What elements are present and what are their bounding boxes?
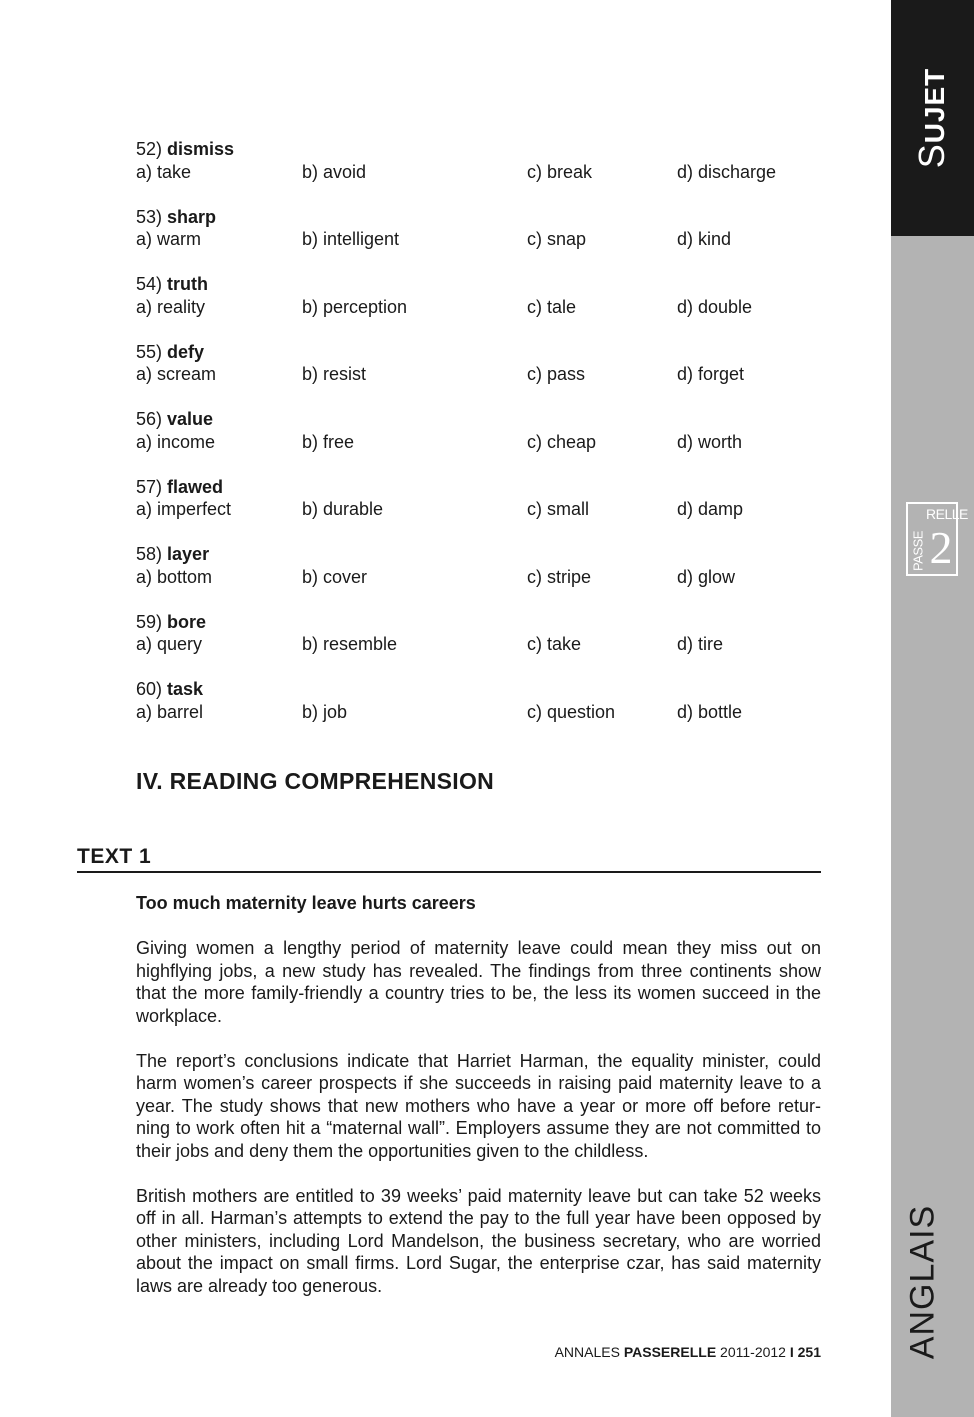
option-a: a) warm xyxy=(136,229,202,249)
option-b: b) job xyxy=(302,701,348,722)
question-options xyxy=(136,498,836,521)
option-a: a) take xyxy=(136,161,192,182)
question-head xyxy=(136,611,836,634)
question-word: task xyxy=(167,679,204,699)
question-options xyxy=(136,431,836,454)
article-title: Too much maternity leave hurts careers xyxy=(136,893,476,913)
question-item xyxy=(136,543,836,611)
page-number: 251 xyxy=(797,1344,821,1360)
option-c: c) stripe xyxy=(527,566,592,587)
question-word: layer xyxy=(167,544,210,564)
option-d: d) double xyxy=(677,296,753,317)
sujet-label xyxy=(911,68,953,169)
question-options xyxy=(136,363,836,386)
question-head xyxy=(136,678,836,701)
question-head xyxy=(136,206,836,229)
question-options xyxy=(136,161,836,184)
option-c: c) break xyxy=(527,161,593,182)
option-a: a) scream xyxy=(136,364,217,384)
option-c: c) small xyxy=(527,499,589,519)
question-options xyxy=(136,701,836,724)
option-d: d) forget xyxy=(677,364,745,384)
question-head xyxy=(136,543,836,566)
question-word: value xyxy=(167,409,214,429)
option-c: c) take xyxy=(527,634,582,654)
question-number: 54) xyxy=(136,274,163,294)
sujet-initial: S xyxy=(911,143,952,169)
option-d: d) worth xyxy=(677,431,743,452)
option-b: b) durable xyxy=(302,499,384,519)
article xyxy=(136,892,821,1320)
text-heading-label: TEXT 1 xyxy=(77,845,152,868)
option-b: b) resist xyxy=(302,364,367,384)
option-a: a) bottom xyxy=(136,566,213,587)
question-item xyxy=(136,138,836,206)
logo-number: 2 xyxy=(929,522,953,573)
question-head xyxy=(136,138,836,161)
question-word: dismiss xyxy=(167,139,235,159)
question-number: 56) xyxy=(136,409,163,429)
page-footer xyxy=(555,1344,821,1360)
option-b: b) perception xyxy=(302,296,408,317)
question-item xyxy=(136,273,836,341)
question-number: 57) xyxy=(136,476,163,497)
sidebar xyxy=(891,0,974,1417)
question-number: 52) xyxy=(136,139,163,159)
question-head xyxy=(136,341,836,364)
article-paragraph: Giving women a lengthy period of maternity leave could mean they miss out on highflying jobs, a new study has revealed. The findings from three continents show that the more family-friendly a country tries to be, the less its women succeed in the workplace. xyxy=(136,938,821,1026)
option-d: d) tire xyxy=(677,634,724,654)
question-options xyxy=(136,566,836,589)
question-number: 60) xyxy=(136,679,163,699)
option-a: a) income xyxy=(136,431,216,452)
option-d: d) damp xyxy=(677,499,744,519)
question-word: sharp xyxy=(167,206,217,227)
footer-prefix: ANNALES xyxy=(554,1344,620,1360)
question-options xyxy=(136,228,836,251)
option-a: a) barrel xyxy=(136,701,204,722)
option-b: b) avoid xyxy=(302,161,367,182)
option-b: b) free xyxy=(302,431,355,452)
question-item xyxy=(136,476,836,544)
question-word: flawed xyxy=(167,476,224,497)
question-head xyxy=(136,476,836,499)
option-d: d) discharge xyxy=(677,161,777,182)
vocabulary-questions xyxy=(136,138,836,746)
section-title: IV. READING COMPREHENSION xyxy=(136,768,495,794)
question-item xyxy=(136,206,836,274)
option-a: a) query xyxy=(136,634,203,654)
question-item xyxy=(136,611,836,679)
logo-side-text: PASSE xyxy=(910,531,926,571)
article-paragraph: British mothers are entitled to 39 weeks’ paid maternity leave but can take 52 weeks off in all. Harman’s attempts to extend the pay to the full year have been opposed by other ministers, including Lord Mandelson, the business secretary, who are worried about the impact on small firms. Lord Sugar, the enterprise czar, has said maternity laws are already too generous. xyxy=(136,1185,821,1296)
question-head xyxy=(136,273,836,296)
question-options xyxy=(136,296,836,319)
option-b: b) cover xyxy=(302,566,368,587)
question-number: 58) xyxy=(136,544,163,564)
option-c: c) pass xyxy=(527,364,586,384)
question-number: 55) xyxy=(136,341,163,362)
option-a: a) reality xyxy=(136,296,206,317)
option-d: d) bottle xyxy=(677,701,743,722)
footer-brand: PASSERELLE xyxy=(623,1344,717,1360)
option-c: c) cheap xyxy=(527,431,597,452)
option-d: d) kind xyxy=(677,229,732,249)
question-number: 59) xyxy=(136,611,163,632)
question-word: bore xyxy=(167,611,207,632)
logo-top-text: RELLE xyxy=(926,506,968,522)
option-c: c) question xyxy=(527,701,616,722)
option-c: c) tale xyxy=(527,296,577,317)
question-word: truth xyxy=(167,274,209,294)
question-options xyxy=(136,633,836,656)
question-number: 53) xyxy=(136,206,163,227)
question-item xyxy=(136,341,836,409)
option-c: c) snap xyxy=(527,229,587,249)
sujet-rest: UJET xyxy=(919,67,950,144)
option-b: b) resemble xyxy=(302,634,398,654)
question-head xyxy=(136,408,836,431)
question-item xyxy=(136,408,836,476)
footer-separator: I xyxy=(789,1344,794,1360)
question-item xyxy=(136,678,836,746)
option-b: b) intelligent xyxy=(302,229,400,249)
subject-label: ANGLAIS xyxy=(903,1204,942,1360)
logo-side xyxy=(910,526,926,576)
sujet-tab xyxy=(891,0,974,236)
text-heading xyxy=(77,845,821,873)
article-paragraph: The report’s conclusions indicate that Harriet Harman, the equality minister, could harm women’s career prospects if she succeeds in raising paid maternity leave to a year. The study shows that new mothers who have a year or more off before retur-ning to work often hit a “maternal wall”. Employers assume they are not committed to their jobs and deny them the opportunities given to the childless. xyxy=(136,1050,821,1161)
footer-years: 2011-2012 xyxy=(720,1344,786,1360)
option-d: d) glow xyxy=(677,566,736,587)
question-word: defy xyxy=(167,341,205,362)
option-a: a) imperfect xyxy=(136,499,232,519)
passerelle-2-logo xyxy=(906,502,968,576)
